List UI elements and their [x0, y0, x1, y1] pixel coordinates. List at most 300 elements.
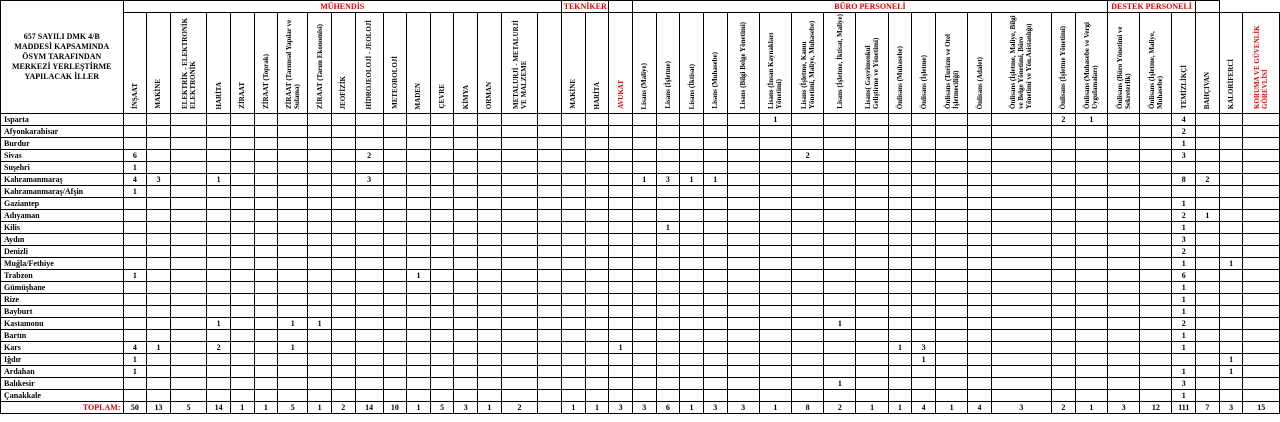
- value-cell: [454, 222, 478, 234]
- column-header-label: Lisans (İnsan Kaynakları Yönetimi): [767, 32, 784, 109]
- value-cell: [147, 114, 171, 126]
- value-cell: [888, 186, 912, 198]
- total-cell: 4: [968, 402, 992, 414]
- value-cell: [308, 126, 332, 138]
- value-cell: [585, 258, 609, 270]
- value-cell: [680, 162, 704, 174]
- value-cell: [170, 126, 207, 138]
- column-header: [727, 13, 759, 114]
- value-cell: [912, 282, 936, 294]
- value-cell: [170, 354, 207, 366]
- value-cell: [407, 198, 431, 210]
- value-cell: [912, 138, 936, 150]
- value-cell: [230, 354, 254, 366]
- value-cell: [991, 318, 1051, 330]
- value-cell: [562, 246, 586, 258]
- value-cell: [1196, 282, 1220, 294]
- value-cell: [609, 186, 633, 198]
- value-cell: 1: [207, 318, 231, 330]
- value-cell: [609, 354, 633, 366]
- value-cell: [824, 354, 856, 366]
- table-row: [1, 270, 1280, 282]
- value-cell: [538, 162, 562, 174]
- column-header-label: JEOFİZİK: [339, 75, 348, 109]
- value-cell: [278, 138, 308, 150]
- value-cell: [407, 258, 431, 270]
- value-cell: [538, 366, 562, 378]
- value-cell: [1196, 390, 1220, 402]
- value-cell: [791, 258, 823, 270]
- value-cell: [355, 186, 383, 198]
- value-cell: [1140, 150, 1172, 162]
- value-cell: [407, 138, 431, 150]
- value-cell: 2: [1172, 126, 1196, 138]
- value-cell: [935, 162, 967, 174]
- value-cell: [1196, 318, 1220, 330]
- value-cell: [935, 366, 967, 378]
- city-cell: Kilis: [1, 222, 124, 234]
- value-cell: [562, 174, 586, 186]
- column-header: [791, 13, 823, 114]
- value-cell: [308, 138, 332, 150]
- value-cell: [538, 390, 562, 402]
- value-cell: [791, 378, 823, 390]
- value-cell: [407, 378, 431, 390]
- value-cell: [888, 282, 912, 294]
- value-cell: [759, 234, 791, 246]
- value-cell: [632, 246, 656, 258]
- value-cell: [609, 126, 633, 138]
- value-cell: [1140, 318, 1172, 330]
- table-row: [1, 258, 1280, 270]
- value-cell: [207, 258, 231, 270]
- column-header-label: ZİRAAT (Tarım Ekonomisi): [315, 23, 324, 109]
- value-cell: [703, 378, 727, 390]
- value-cell: [680, 150, 704, 162]
- value-cell: [407, 234, 431, 246]
- value-cell: [912, 378, 936, 390]
- value-cell: [1243, 222, 1280, 234]
- value-cell: [1108, 150, 1140, 162]
- value-cell: [562, 150, 586, 162]
- value-cell: [454, 126, 478, 138]
- value-cell: [538, 138, 562, 150]
- value-cell: [912, 390, 936, 402]
- value-cell: [478, 114, 502, 126]
- value-cell: 1: [1172, 282, 1196, 294]
- value-cell: [147, 234, 171, 246]
- value-cell: [585, 174, 609, 186]
- value-cell: 8: [1172, 174, 1196, 186]
- value-cell: [656, 294, 680, 306]
- value-cell: [632, 342, 656, 354]
- column-header: [656, 13, 680, 114]
- column-header-label: ORMAN: [485, 81, 494, 109]
- value-cell: [935, 354, 967, 366]
- total-cell: 1: [888, 402, 912, 414]
- value-cell: [791, 246, 823, 258]
- value-cell: [856, 210, 888, 222]
- value-cell: [759, 174, 791, 186]
- value-cell: [1052, 210, 1076, 222]
- value-cell: [123, 306, 147, 318]
- column-header-label: METEOROLOJİ: [390, 56, 399, 109]
- value-cell: [501, 174, 538, 186]
- column-header-label: KALORİFERCİ: [1227, 58, 1236, 109]
- value-cell: [1052, 174, 1076, 186]
- value-cell: [478, 222, 502, 234]
- value-cell: [935, 294, 967, 306]
- value-cell: [430, 246, 454, 258]
- value-cell: [1140, 198, 1172, 210]
- value-cell: [383, 234, 407, 246]
- column-header-label: HARİTA: [214, 81, 223, 109]
- value-cell: [254, 114, 278, 126]
- value-cell: [912, 126, 936, 138]
- value-cell: [824, 270, 856, 282]
- value-cell: [478, 270, 502, 282]
- value-cell: [1140, 354, 1172, 366]
- value-cell: [355, 258, 383, 270]
- total-cell: 3: [454, 402, 478, 414]
- value-cell: [562, 318, 586, 330]
- value-cell: [254, 258, 278, 270]
- value-cell: [562, 114, 586, 126]
- value-cell: [856, 378, 888, 390]
- value-cell: 1: [1172, 294, 1196, 306]
- value-cell: [656, 138, 680, 150]
- value-cell: [430, 258, 454, 270]
- value-cell: [727, 366, 759, 378]
- value-cell: [912, 366, 936, 378]
- value-cell: [1075, 210, 1107, 222]
- value-cell: [407, 342, 431, 354]
- value-cell: [501, 282, 538, 294]
- value-cell: [230, 390, 254, 402]
- value-cell: [430, 282, 454, 294]
- value-cell: [123, 210, 147, 222]
- value-cell: [1108, 234, 1140, 246]
- value-cell: [383, 378, 407, 390]
- value-cell: [562, 294, 586, 306]
- value-cell: [1196, 222, 1220, 234]
- value-cell: [968, 186, 992, 198]
- value-cell: [1052, 354, 1076, 366]
- value-cell: [478, 354, 502, 366]
- value-cell: [585, 354, 609, 366]
- value-cell: 1: [1196, 210, 1220, 222]
- value-cell: [478, 138, 502, 150]
- value-cell: [1196, 198, 1220, 210]
- value-cell: [331, 246, 355, 258]
- value-cell: [1140, 258, 1172, 270]
- value-cell: [383, 114, 407, 126]
- value-cell: [824, 294, 856, 306]
- sheet-title: 657 SAYILI DMK 4/B MADDESİ KAPSAMINDA ÖSYM TARAFINDAN MERKEZİ YERLEŞTİRME YAPILACAK İLLER: [1, 1, 124, 114]
- value-cell: [912, 198, 936, 210]
- value-cell: [824, 282, 856, 294]
- value-cell: [968, 174, 992, 186]
- column-header: [1108, 13, 1140, 114]
- value-cell: [727, 162, 759, 174]
- value-cell: [991, 390, 1051, 402]
- column-header-label: ZİRAAT (Tarımsal Yapılar ve Sulama): [284, 19, 301, 109]
- value-cell: [703, 330, 727, 342]
- value-cell: [759, 318, 791, 330]
- value-cell: [478, 174, 502, 186]
- value-cell: [759, 390, 791, 402]
- value-cell: [207, 282, 231, 294]
- value-cell: [935, 258, 967, 270]
- value-cell: [331, 378, 355, 390]
- value-cell: [278, 246, 308, 258]
- value-cell: [1243, 342, 1280, 354]
- value-cell: [383, 330, 407, 342]
- value-cell: [632, 138, 656, 150]
- value-cell: [454, 210, 478, 222]
- value-cell: [585, 282, 609, 294]
- group-header: MÜHENDİS: [123, 1, 562, 13]
- table-row: [1, 210, 1280, 222]
- value-cell: [824, 138, 856, 150]
- value-cell: [1052, 222, 1076, 234]
- value-cell: [1196, 114, 1220, 126]
- value-cell: [1243, 150, 1280, 162]
- value-cell: [538, 354, 562, 366]
- value-cell: [727, 198, 759, 210]
- value-cell: [1140, 330, 1172, 342]
- value-cell: [1075, 366, 1107, 378]
- value-cell: [632, 378, 656, 390]
- value-cell: [759, 210, 791, 222]
- value-cell: [632, 330, 656, 342]
- value-cell: [680, 366, 704, 378]
- value-cell: [207, 114, 231, 126]
- value-cell: [824, 174, 856, 186]
- value-cell: 2: [1052, 114, 1076, 126]
- value-cell: [935, 198, 967, 210]
- value-cell: [1219, 174, 1243, 186]
- value-cell: 1: [1172, 138, 1196, 150]
- value-cell: [759, 270, 791, 282]
- value-cell: [207, 222, 231, 234]
- value-cell: [383, 246, 407, 258]
- value-cell: [727, 114, 759, 126]
- value-cell: [562, 342, 586, 354]
- value-cell: [935, 318, 967, 330]
- value-cell: [888, 114, 912, 126]
- value-cell: [478, 330, 502, 342]
- value-cell: 1: [1219, 258, 1243, 270]
- value-cell: [278, 174, 308, 186]
- value-cell: [254, 294, 278, 306]
- value-cell: [278, 198, 308, 210]
- column-header: [355, 13, 383, 114]
- value-cell: [230, 114, 254, 126]
- value-cell: [935, 342, 967, 354]
- value-cell: 1: [1075, 114, 1107, 126]
- city-cell: Kars: [1, 342, 124, 354]
- value-cell: [147, 222, 171, 234]
- value-cell: [170, 234, 207, 246]
- value-cell: [170, 246, 207, 258]
- table-row: [1, 138, 1280, 150]
- column-header-label: Önlisans (Turizm ve Otel İşletmeciliği): [943, 34, 960, 109]
- value-cell: [123, 294, 147, 306]
- value-cell: [609, 258, 633, 270]
- value-cell: [824, 114, 856, 126]
- value-cell: 2: [355, 150, 383, 162]
- column-header: [935, 13, 967, 114]
- value-cell: [703, 258, 727, 270]
- column-header-label: Önlisans (İşletme Yönetimi): [1059, 25, 1068, 109]
- value-cell: [1052, 330, 1076, 342]
- value-cell: [478, 150, 502, 162]
- value-cell: [1140, 378, 1172, 390]
- city-cell: Iğdır: [1, 354, 124, 366]
- value-cell: [991, 378, 1051, 390]
- value-cell: [935, 390, 967, 402]
- value-cell: [1108, 174, 1140, 186]
- value-cell: [407, 210, 431, 222]
- value-cell: [656, 198, 680, 210]
- value-cell: [1219, 390, 1243, 402]
- value-cell: [632, 150, 656, 162]
- value-cell: [331, 198, 355, 210]
- value-cell: 1: [407, 270, 431, 282]
- total-cell: 3: [703, 402, 727, 414]
- value-cell: [1219, 378, 1243, 390]
- value-cell: [278, 366, 308, 378]
- column-header-label: Lisans (Bilgi Belge Yönetimi): [739, 21, 748, 109]
- value-cell: [331, 114, 355, 126]
- value-cell: [207, 270, 231, 282]
- value-cell: [727, 330, 759, 342]
- value-cell: [1219, 330, 1243, 342]
- value-cell: [501, 366, 538, 378]
- value-cell: [888, 378, 912, 390]
- value-cell: 4: [123, 342, 147, 354]
- value-cell: [888, 318, 912, 330]
- value-cell: [501, 342, 538, 354]
- value-cell: [888, 126, 912, 138]
- value-cell: [791, 210, 823, 222]
- value-cell: [454, 330, 478, 342]
- value-cell: [1219, 306, 1243, 318]
- value-cell: [1219, 342, 1243, 354]
- value-cell: [609, 150, 633, 162]
- value-cell: [991, 150, 1051, 162]
- value-cell: [759, 342, 791, 354]
- table-row: [1, 354, 1280, 366]
- value-cell: [856, 354, 888, 366]
- value-cell: [727, 138, 759, 150]
- value-cell: [824, 366, 856, 378]
- value-cell: [1052, 258, 1076, 270]
- value-cell: [632, 186, 656, 198]
- value-cell: [791, 306, 823, 318]
- value-cell: 1: [824, 318, 856, 330]
- total-cell: 1: [856, 402, 888, 414]
- value-cell: [478, 282, 502, 294]
- value-cell: [230, 126, 254, 138]
- value-cell: [609, 282, 633, 294]
- column-header: [331, 13, 355, 114]
- value-cell: [703, 306, 727, 318]
- table-row: [1, 294, 1280, 306]
- column-header-label: Lisans (Muhasebe): [711, 52, 720, 109]
- value-cell: [331, 210, 355, 222]
- value-cell: [355, 162, 383, 174]
- value-cell: [278, 126, 308, 138]
- city-cell: Trabzon: [1, 270, 124, 282]
- value-cell: [703, 198, 727, 210]
- value-cell: [454, 198, 478, 210]
- value-cell: 4: [123, 174, 147, 186]
- value-cell: [230, 342, 254, 354]
- value-cell: 1: [912, 354, 936, 366]
- value-cell: [727, 126, 759, 138]
- value-cell: [308, 366, 332, 378]
- value-cell: [278, 258, 308, 270]
- value-cell: [331, 186, 355, 198]
- group-header: [609, 1, 633, 13]
- value-cell: [501, 222, 538, 234]
- value-cell: [170, 342, 207, 354]
- value-cell: [1075, 318, 1107, 330]
- value-cell: [585, 306, 609, 318]
- value-cell: [478, 186, 502, 198]
- value-cell: [407, 162, 431, 174]
- table-row: [1, 234, 1280, 246]
- value-cell: [680, 270, 704, 282]
- value-cell: [1075, 282, 1107, 294]
- value-cell: [856, 198, 888, 210]
- value-cell: [454, 378, 478, 390]
- city-cell: Bartın: [1, 330, 124, 342]
- total-cell: 3: [1108, 402, 1140, 414]
- value-cell: [207, 246, 231, 258]
- value-cell: [170, 114, 207, 126]
- value-cell: [430, 270, 454, 282]
- value-cell: [538, 246, 562, 258]
- value-cell: [656, 330, 680, 342]
- value-cell: [562, 162, 586, 174]
- value-cell: [991, 294, 1051, 306]
- value-cell: [609, 306, 633, 318]
- value-cell: [538, 198, 562, 210]
- total-cell: 3: [991, 402, 1051, 414]
- value-cell: [147, 282, 171, 294]
- value-cell: [454, 174, 478, 186]
- value-cell: [207, 186, 231, 198]
- value-cell: [278, 114, 308, 126]
- value-cell: [991, 354, 1051, 366]
- value-cell: [727, 210, 759, 222]
- value-cell: [478, 198, 502, 210]
- value-cell: [991, 270, 1051, 282]
- value-cell: [888, 294, 912, 306]
- value-cell: [656, 258, 680, 270]
- value-cell: [935, 138, 967, 150]
- column-header: [170, 13, 207, 114]
- value-cell: 1: [703, 174, 727, 186]
- value-cell: [501, 354, 538, 366]
- value-cell: [727, 246, 759, 258]
- value-cell: [1243, 246, 1280, 258]
- value-cell: [230, 366, 254, 378]
- value-cell: [1108, 318, 1140, 330]
